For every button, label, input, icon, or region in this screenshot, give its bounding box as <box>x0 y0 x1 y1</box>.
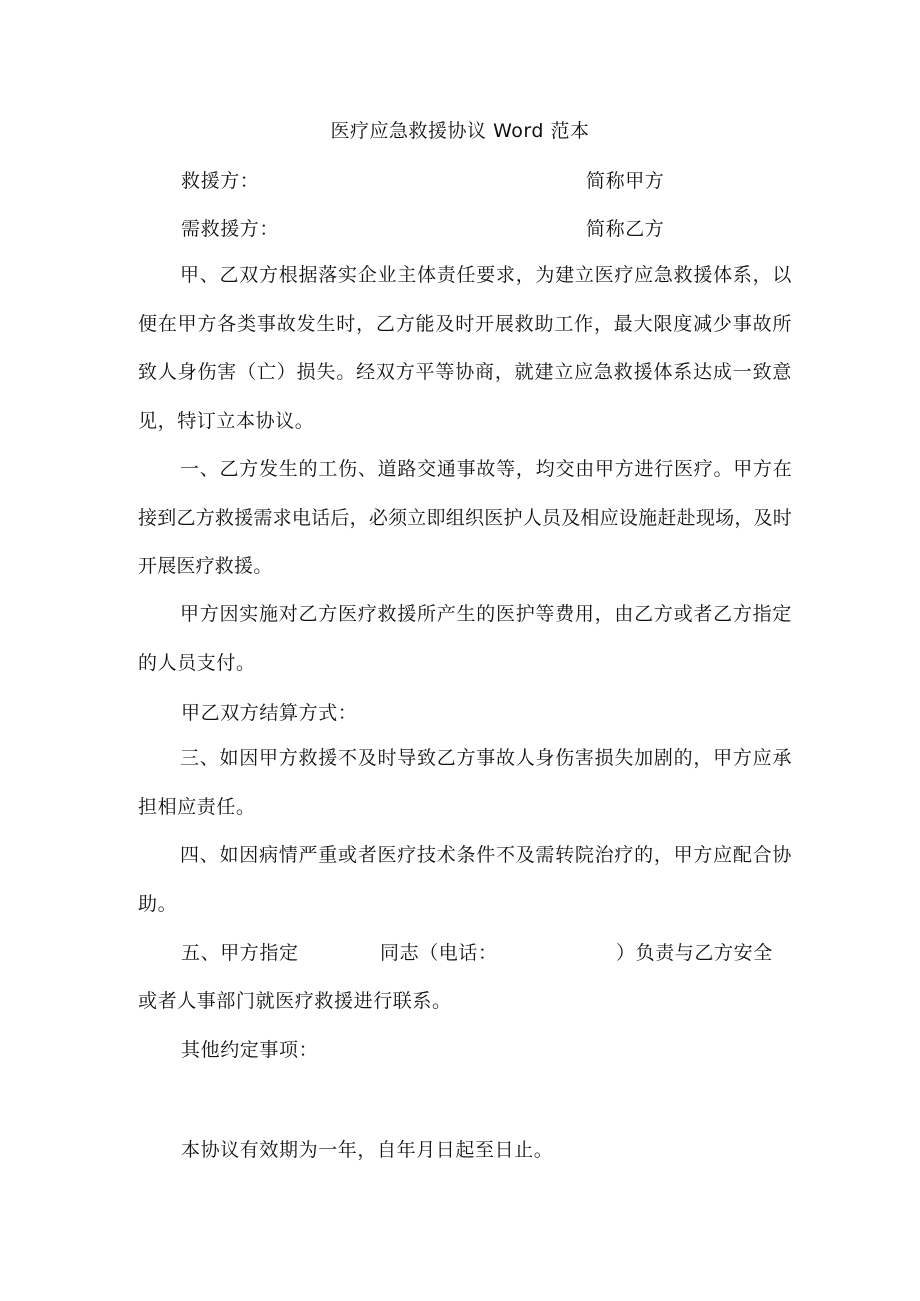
clause-four-paragraph: 四、如因病情严重或者医疗技术条件不及需转院治疗的，甲方应配合协助。 <box>138 844 792 915</box>
costs-paragraph: 甲方因实施对乙方医疗救援所产生的医护等费用，由乙方或者乙方指定的人员支付。 <box>138 603 792 674</box>
clause-one-paragraph: 一、乙方发生的工伤、道路交通事故等，均交由甲方进行医疗。甲方在接到乙方救援需求电话后，必须立即组织医护人员及相应设施赶赴现场，及时开展医疗救援。 <box>138 458 792 577</box>
validity-line: 本协议有效期为一年，自年月日起至日止。 <box>181 1139 554 1161</box>
settlement-method-line: 甲乙双方结算方式： <box>181 702 358 724</box>
needs-rescue-label: 需救援方： <box>181 218 280 240</box>
clause-five-comrade-phone: 同志（电话： <box>380 942 498 964</box>
rescuer-abbreviation: 简称甲方 <box>586 170 665 192</box>
intro-paragraph: 甲、乙双方根据落实企业主体责任要求，为建立医疗应急救援体系，以便在甲方各类事故发生时，乙方能及时开展救助工作，最大限度减少事故所致人身伤害（亡）损失。经双方平等协商，就建立应急救援体系达成一致意见，特订立本协议。 <box>138 264 792 432</box>
rescuer-label: 救援方： <box>181 170 260 192</box>
clause-three-paragraph: 三、如因甲方救援不及时导致乙方事故人身伤害损失加剧的，甲方应承担相应责任。 <box>138 747 792 818</box>
other-matters-line: 其他约定事项： <box>181 1039 319 1061</box>
clause-five-responsible: ）负责与乙方安全 <box>616 942 773 964</box>
clause-five-designated: 五、甲方指定 <box>181 942 299 964</box>
document-title: 医疗应急救援协议 Word 范本 <box>330 120 590 142</box>
clause-five-contact: 或者人事部门就医疗救援进行联系。 <box>138 990 452 1012</box>
needs-rescue-abbreviation: 简称乙方 <box>586 218 665 240</box>
